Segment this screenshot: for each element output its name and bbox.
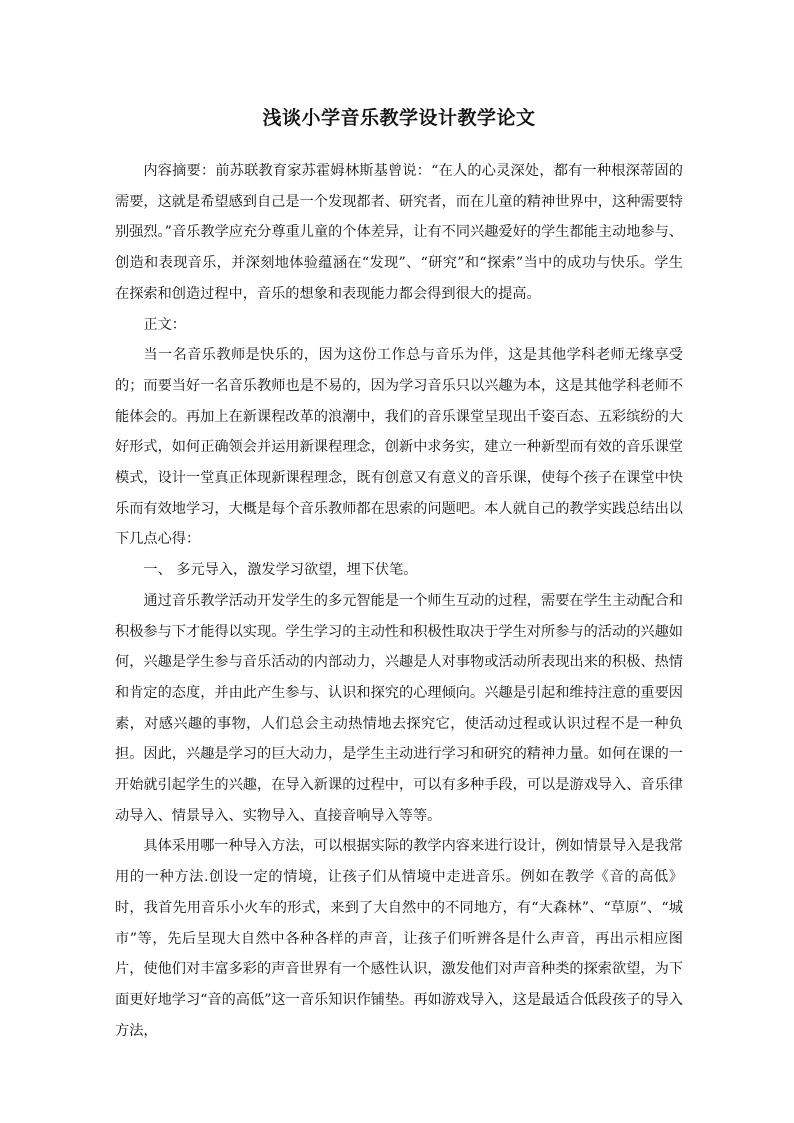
body-heading: 正文：: [143, 316, 186, 333]
document-content: [115, 100, 683, 1046]
section-heading-1: 一、 多元导入，激发学习欲望，埋下伏笔。: [143, 562, 418, 579]
section-1-paragraph-2: 具体采用哪一种导入方法，可以根据实际的教学内容来进行设计，例如情景导入是我常用的一种方法.创设一定的情境，让孩子们从情境中走进音乐。例如在教学《音的高低》时，我首先用音乐小火车的形式，来到了大自然中的不同地方，有“大森林”、“草原”、“城市”等，先后呈现大自然中各种各样的声音，让孩子们听辨各是什么声音，再出示相应图片，使他们对丰富多彩的声音世界有一个感性认识，激发他们对声音种类的探索欲望，为下面更好地学习“音的高低”这一音乐知识作铺垫。再如游戏导入，这是最适合低段孩子的导入方法，: [115, 838, 683, 1039]
intro-paragraph: 当一名音乐教师是快乐的，因为这份工作总与音乐为伴，这是其他学科老师无缘享受的；而要当好一名音乐教师也是不易的，因为学习音乐只以兴趣为本，这是其他学科老师不能体会的。再加上在新课程改革的浪潮中，我们的音乐课堂呈现出千姿百态、五彩缤纷的大好形式，如何正确领会并运用新课程理念，创新中求务实，建立一种新型而有效的音乐课堂模式，设计一堂真正体现新课程理念，既有创意又有意义的音乐课，使每个孩子在课堂中快乐而有效地学习，大概是每个音乐教师都在思索的问题吧。本人就自己的教学实践总结出以下几点心得：: [115, 347, 683, 548]
document-title: 浅谈小学音乐教学设计教学论文: [262, 107, 536, 129]
section-1-paragraph-1: 通过音乐教学活动开发学生的多元智能是一个师生互动的过程，需要在学生主动配合和积极参与下才能得以实现。学生学习的主动性和积极性取决于学生对所参与的活动的兴趣如何，兴趣是学生参与音乐活动的内部动力，兴趣是人对事物或活动所表现出来的积极、热情和肯定的态度，并由此产生参与、认识和探究的心理倾向。兴趣是引起和维持注意的重要因素，对感兴趣的事物，人们总会主动热情地去探究它，使活动过程或认识过程不是一种负担。因此，兴趣是学习的巨大动力，是学生主动进行学习和研究的精神力量。如何在课的一开始就引起学生的兴趣，在导入新课的过程中，可以有多种手段，可以是游戏导入、音乐律动导入、情景导入、实物导入、直接音响导入等等。: [115, 592, 683, 824]
document-body: [115, 156, 683, 1046]
abstract-paragraph: 内容摘要：前苏联教育家苏霍姆林斯基曾说：“在人的心灵深处，都有一种根深蒂固的需要，这就是希望感到自己是一个发现都者、研究者，而在儿童的精神世界中，这种需要特别强烈。”音乐教学应充分尊重儿童的个体差异，让有不同兴趣爱好的学生都能主动地参与、创造和表现音乐，并深刻地体验蕴涵在“发现”、“研究”和“探索”当中的成功与快乐。学生在探索和创造过程中，音乐的想象和表现能力都会得到很大的提高。: [115, 163, 683, 302]
